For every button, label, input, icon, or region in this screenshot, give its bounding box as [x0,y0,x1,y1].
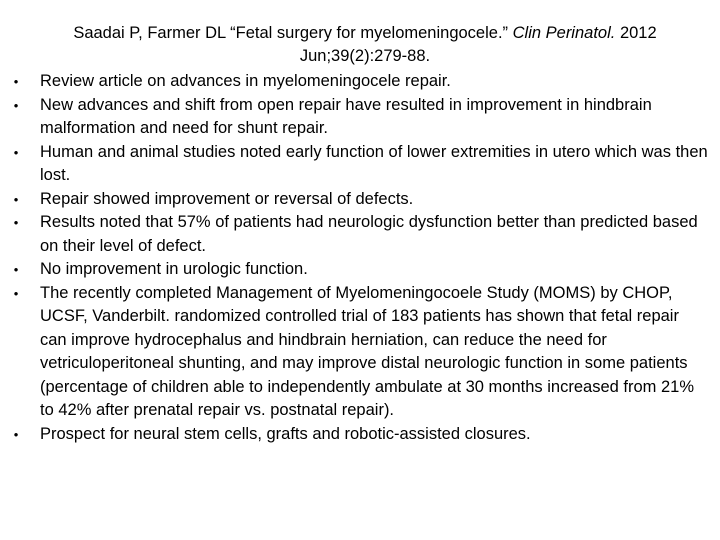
bullet-text: No improvement in urologic function. [40,260,308,278]
bullet-item-repair [0,188,710,212]
bullet-text: The recently completed Management of Myelomeningocoele Study (MOMS) by CHOP, UCSF, Vanderbilt. randomized controlled trial of 183 patients has shown that fetal repair can improve hydrocephalus and hindbrain herniation, can reduce the need for vetriculoperitoneal shunting, and may improve distal neurologic function in some patients (percentage of children able to independently ambulate at 30 months increased from 21% to 42% after prenatal repair vs. postnatal repair). [40,283,694,419]
bullet-icon: • [13,144,19,160]
citation-details: 2012 Jun;39(2):279-88. [299,24,657,65]
bullet-text: Review article on advances in myelomeningocele repair. [40,72,451,90]
citation-title: “Fetal surgery for myelomeningocele.” [230,24,509,42]
bullet-text: Prospect for neural stem cells, grafts and robotic-assisted closures. [40,424,531,443]
bullet-text: Results noted that 57% of patients had neurologic dysfunction better than predicted based on their level of defect. [40,213,698,255]
bullet-icon: • [13,97,19,113]
bullet-list [0,70,710,446]
bullet-item-studies [0,141,710,188]
bullet-item-moms-study [0,282,710,423]
bullet-text: Repair showed improvement or reversal of defects. [40,189,414,208]
bullet-icon: • [13,426,19,442]
bullet-icon: • [13,285,19,301]
bullet-item-advances [0,94,710,141]
bullet-icon: • [13,191,19,207]
bullet-item-review [0,70,710,94]
bullet-item-prospect [0,423,710,447]
citation-journal: Clin Perinatol. [512,24,616,42]
bullet-item-urologic [0,258,710,282]
bullet-icon: • [13,74,19,89]
bullet-item-results [0,211,710,258]
citation-heading [20,22,710,68]
bullet-icon: • [13,262,19,277]
citation-authors: Saadai P, Farmer DL [73,24,226,42]
bullet-icon: • [13,215,19,230]
bullet-text: Human and animal studies noted early function of lower extremities in utero which was then lost. [40,142,708,184]
bullet-text: New advances and shift from open repair have resulted in improvement in hindbrain malformation and need for shunt repair. [40,95,652,137]
